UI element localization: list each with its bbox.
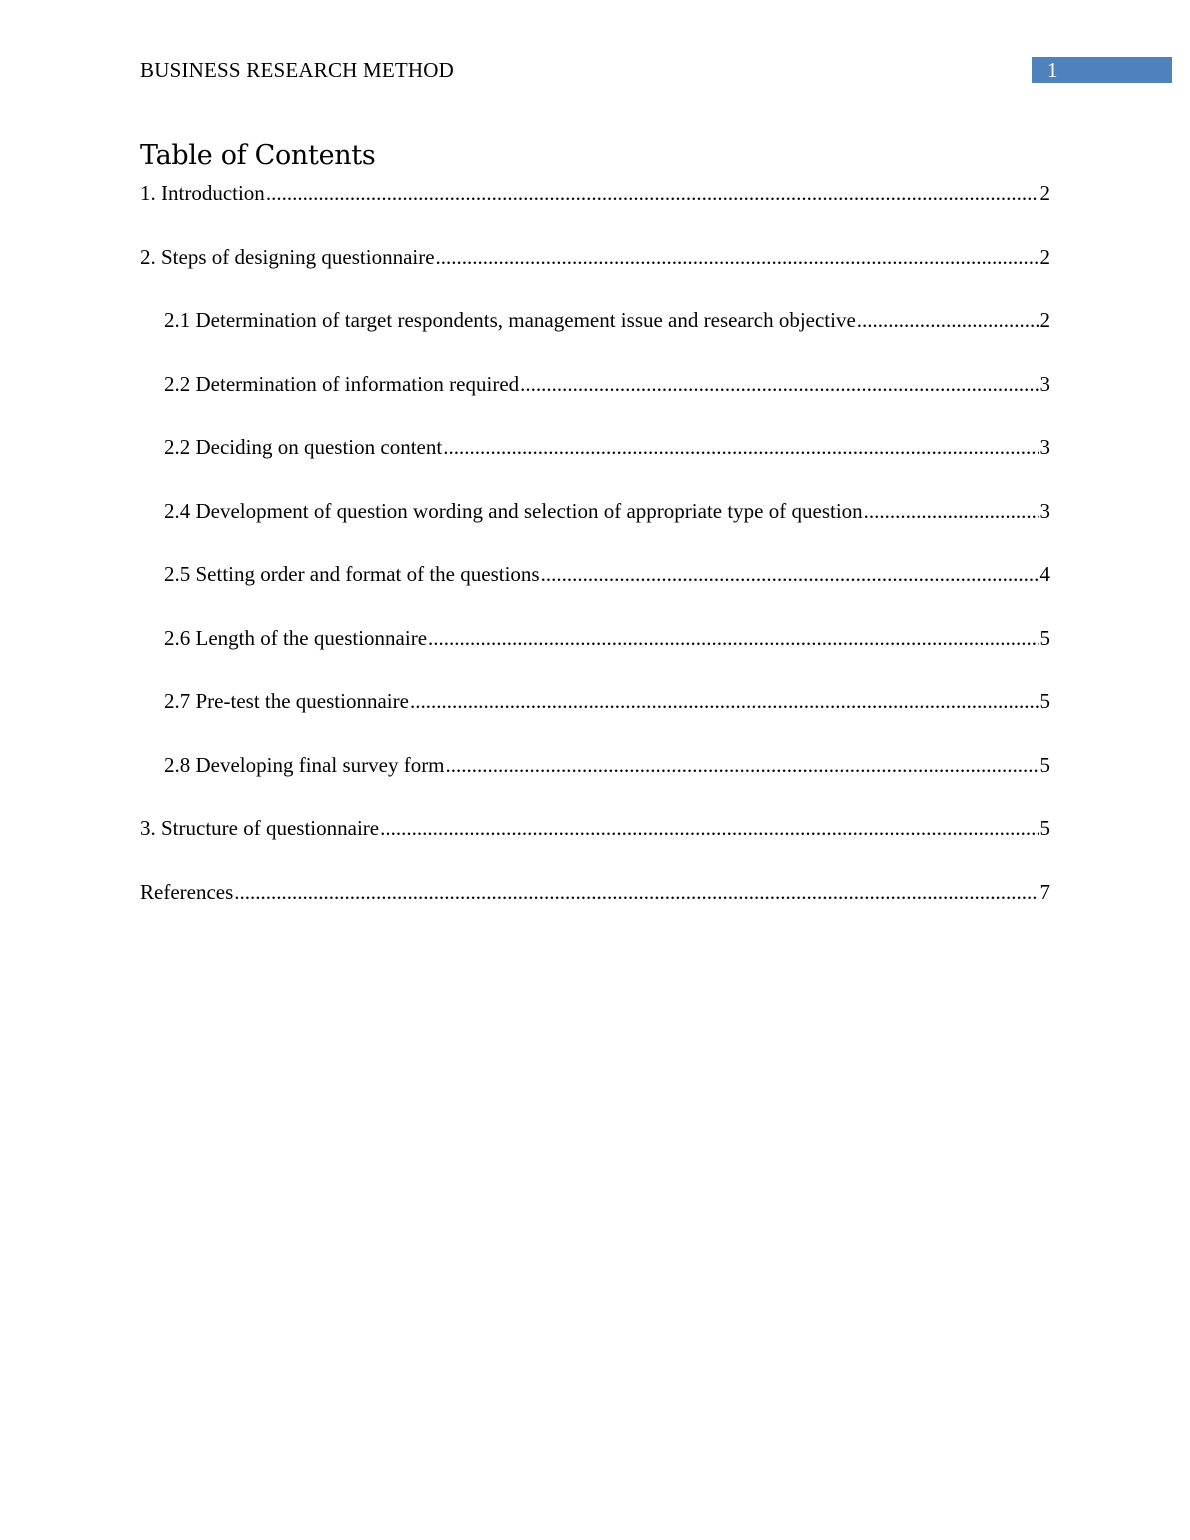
dot-leader <box>428 623 1038 653</box>
toc-entry-label: 2.8 Developing final survey form <box>164 752 445 777</box>
toc-entry-page: 5 <box>1039 816 1050 840</box>
toc-entry-2-7[interactable] <box>140 686 1050 750</box>
dot-leader <box>443 432 1038 462</box>
toc-entry-label: 2.1 Determination of target respondents, management issue and research objective <box>164 308 856 332</box>
toc-entry-introduction[interactable] <box>140 178 1050 242</box>
toc-entry-2-4[interactable] <box>140 496 1050 560</box>
toc-entry-page: 2 <box>1039 244 1050 269</box>
toc-entry-page: 4 <box>1039 562 1050 586</box>
dot-leader <box>410 686 1039 716</box>
toc-entry-steps[interactable] <box>140 242 1050 306</box>
header-title: BUSINESS RESEARCH METHOD <box>140 58 455 82</box>
toc-entry-page: 3 <box>1039 435 1050 459</box>
toc-entry-page: 3 <box>1039 498 1050 523</box>
toc-heading: Table of Contents <box>140 140 376 171</box>
toc-entry-label: 2.2 Deciding on question content <box>164 435 443 459</box>
toc-entry-label: 2.7 Pre-test the questionnaire <box>164 689 409 713</box>
toc-entry-2-6[interactable] <box>140 623 1050 687</box>
toc-entry-label: References <box>140 879 234 904</box>
dot-leader <box>380 813 1038 843</box>
toc-entry-label: 2.5 Setting order and format of the questions <box>164 562 540 586</box>
toc-entry-page: 2 <box>1039 308 1050 332</box>
toc-entry-page: 5 <box>1039 752 1050 777</box>
toc-entry-page: 3 <box>1039 371 1050 396</box>
dot-leader <box>864 496 1039 526</box>
toc-entry-label: 2.2 Determination of information required <box>164 371 520 396</box>
dot-leader <box>541 559 1039 589</box>
toc-entry-2-2-information[interactable] <box>140 369 1050 433</box>
toc-entry-2-5[interactable] <box>140 559 1050 623</box>
toc-entry-page: 2 <box>1039 181 1050 205</box>
dot-leader <box>234 877 1038 907</box>
toc-entry-label: 2.6 Length of the questionnaire <box>164 625 428 650</box>
toc-entry-label: 3. Structure of questionnaire <box>140 816 380 840</box>
dot-leader <box>446 750 1039 780</box>
toc-entry-structure[interactable] <box>140 813 1050 877</box>
toc-entry-page: 5 <box>1039 689 1050 713</box>
toc-list <box>140 178 1050 940</box>
dot-leader <box>266 178 1039 208</box>
dot-leader <box>436 242 1039 272</box>
toc-entry-2-1[interactable] <box>140 305 1050 369</box>
toc-entry-label: 1. Introduction <box>140 181 265 205</box>
page-number-badge: 1 <box>1032 57 1172 83</box>
toc-entry-2-2-content[interactable] <box>140 432 1050 496</box>
toc-entry-2-8[interactable] <box>140 750 1050 814</box>
toc-entry-label: 2.4 Development of question wording and selection of appropriate type of question <box>164 498 863 523</box>
dot-leader <box>857 305 1039 335</box>
dot-leader <box>520 369 1038 399</box>
toc-entry-references[interactable] <box>140 877 1050 941</box>
toc-entry-page: 5 <box>1039 625 1050 650</box>
toc-entry-page: 7 <box>1039 879 1050 904</box>
toc-entry-label: 2. Steps of designing questionnaire <box>140 244 435 269</box>
